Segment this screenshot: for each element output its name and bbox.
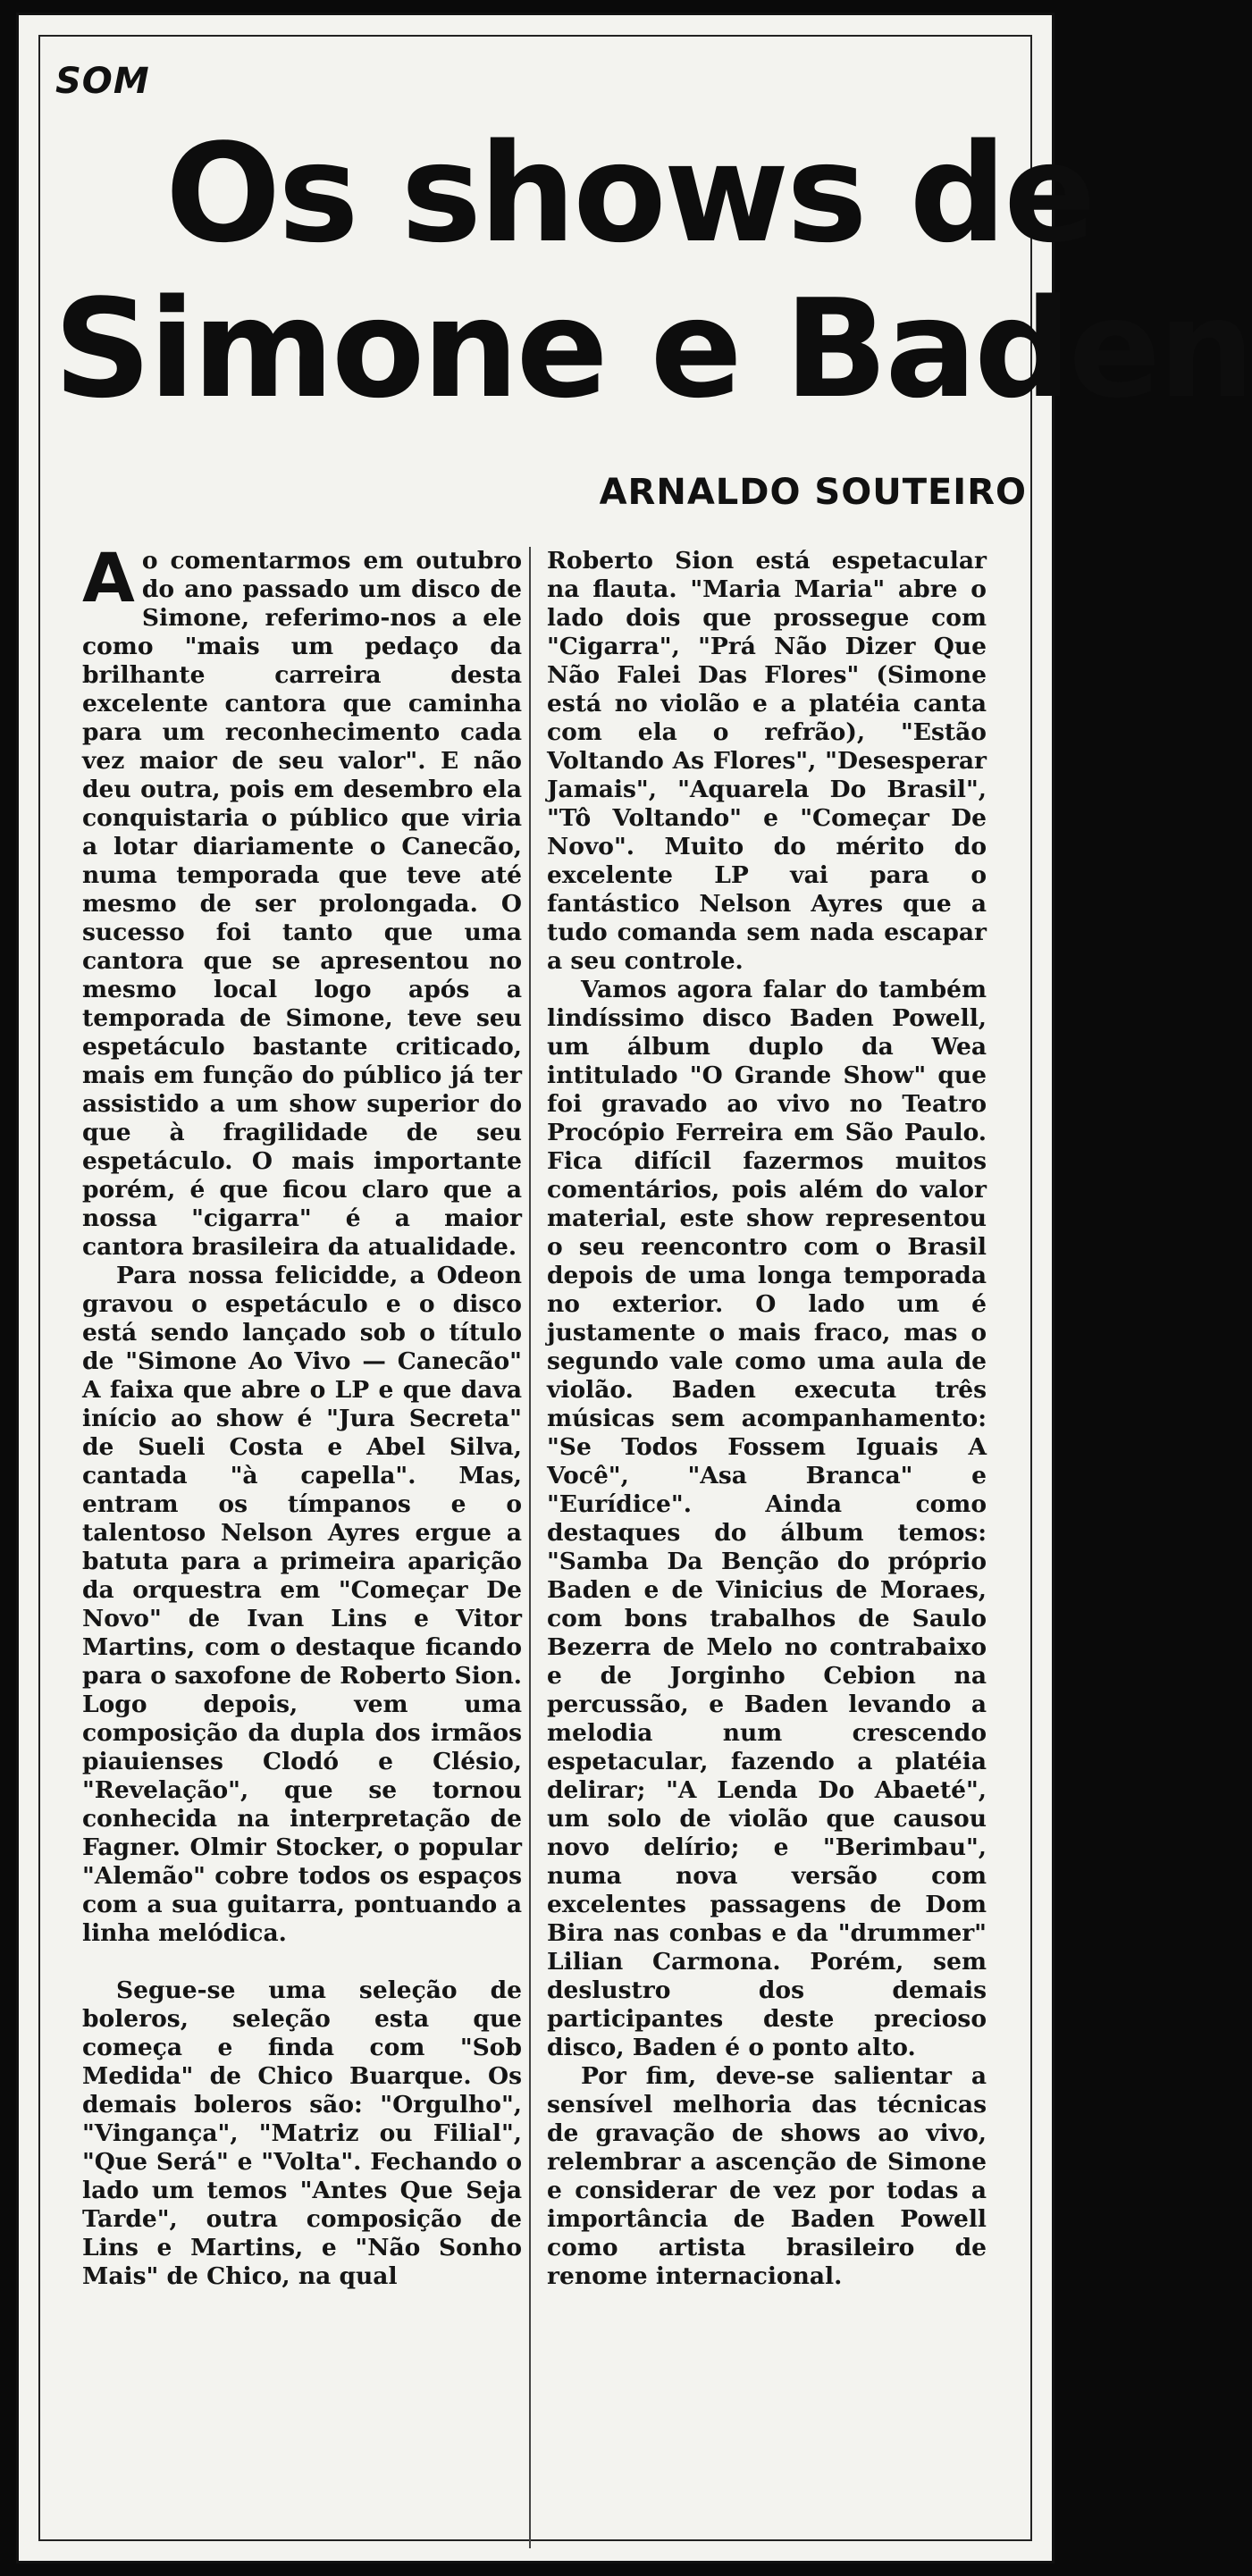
article-paragraph [82,538,522,1262]
article-paragraph: Segue-se uma seleção de boleros, seleção esta que começa e finda com "Sob Medida" de Chico Buarque. Os demais boleros são: "Orgulho", "Vingança", "Matriz ou Filial", "Que Será" e "Volta". Fechando o lado um temos "Antes Que Seja Tarde", outra composição de Lins e Martins, e "Não Sonho Mais" de Chico, na qual [82,1976,522,2290]
byline: ARNALDO SOUTEIRO [599,472,1027,513]
article-column-left [82,538,522,2291]
column-divider [529,547,531,2548]
drop-cap: A [82,538,135,617]
headline-line-1: Os shows de [165,114,1094,273]
article-paragraph: Vamos agora falar do também lindíssimo disco Baden Powell, um álbum duplo da Wea intitulado "O Grande Show" que foi gravado ao vivo no Teatro Procópio Ferreira em São Paulo. Fica difícil fazermos muitos comentários, pois além do valor material, este show representou o seu reencontro com o Brasil depois de uma longa temporada no exterior. O lado um é justamente o mais fraco, mas o segundo vale como uma aula de violão. Baden executa três músicas sem acompanhamento: "Se Todos Fossem Iguais A Você", "Asa Branca" e "Eurídice". Ainda como destaques do álbum temos: "Samba Da Benção do próprio Baden e de Vinicius de Moraes, com bons trabalhos de Saulo Bezerra de Melo no contrabaixo e de Jorginho Cebion na percussão, e Baden levando a melodia num crescendo espetacular, fazendo a platéia delirar; "A Lenda Do Abaeté", um solo de violão que causou novo delírio; e "Berimbau", numa nova versão com excelentes passagens de Dom Bira nas conbas e da "drummer" Lilian Carmona. Porém, sem deslustro dos demais participantes deste precioso disco, Baden é o ponto alto. [547,976,987,2061]
article-paragraph: Por fim, deve-se salientar a sensível melhoria das técnicas de gravação de shows ao vivo, relembrar a ascenção de Simone e considerar de vez por todas a importância de Baden Powell como artista brasileiro de renome internacional. [547,2062,987,2290]
article-paragraph: Para nossa felicidde, a Odeon gravou o espetáculo e o disco está sendo lançado sob o título de "Simone Ao Vivo — Canecão" A faixa que abre o LP e que dava início ao show é "Jura Secreta" de Sueli Costa e Abel Silva, cantada "à capella". Mas, entram os tímpanos e o talentoso Nelson Ayres ergue a batuta para a primeira aparição da orquestra em "Começar De Novo" de Ivan Lins e Vitor Martins, com o destaque ficando para o saxofone de Roberto Sion. Logo depois, vem uma composição da dupla dos irmãos piauienses Clodó e Clésio, "Revelação", que se tornou conhecida na interpretação de Fagner. Olmir Stocker, o popular "Alemão" cobre todos os espaços com a sua guitarra, pontuando a linha melódica. [82,1262,522,1947]
headline [54,114,1252,428]
section-label: SOM [55,61,150,102]
article-column-right [547,547,987,2291]
article-paragraph: Roberto Sion está espetacular na flauta. "Maria Maria" abre o lado dois que prossegue com "Cigarra", "Prá Não Dizer Que Não Falei Das Flores" (Simone está no violão e a platéia canta com ela o refrão), "Estão Voltando As Flores", "Desesperar Jamais", "Aquarela Do Brasil", "Tô Voltando" e "Começar De Novo". Muito do mérito do excelente LP vai para o fantástico Nelson Ayres que a tudo comanda sem nada escapar a seu controle. [547,547,987,975]
paragraph-text: o comentarmos em outubro do ano passado um disco de Simone, referimo-nos a ele como "mais um pedaço da brilhante carreira desta excelente cantora que caminha para um reconhecimento cada vez maior de seu valor". E não deu outra, pois em desembro ela conquistaria o público que viria a lotar diariamente o Canecão, numa temporada que teve até mesmo de ser prolongada. O sucesso foi tanto que uma cantora que se apresentou no mesmo local logo após a temporada de Simone, teve seu espetáculo bastante criticado, mais em função do público já ter assistido a um show superior do que à fragilidade de seu espetáculo. O mais importante porém, é que ficou claro que a nossa "cigarra" é a maior cantora brasileira da atualidade. [82,547,522,1261]
headline-line-2: Simone e Baden [54,270,1252,428]
